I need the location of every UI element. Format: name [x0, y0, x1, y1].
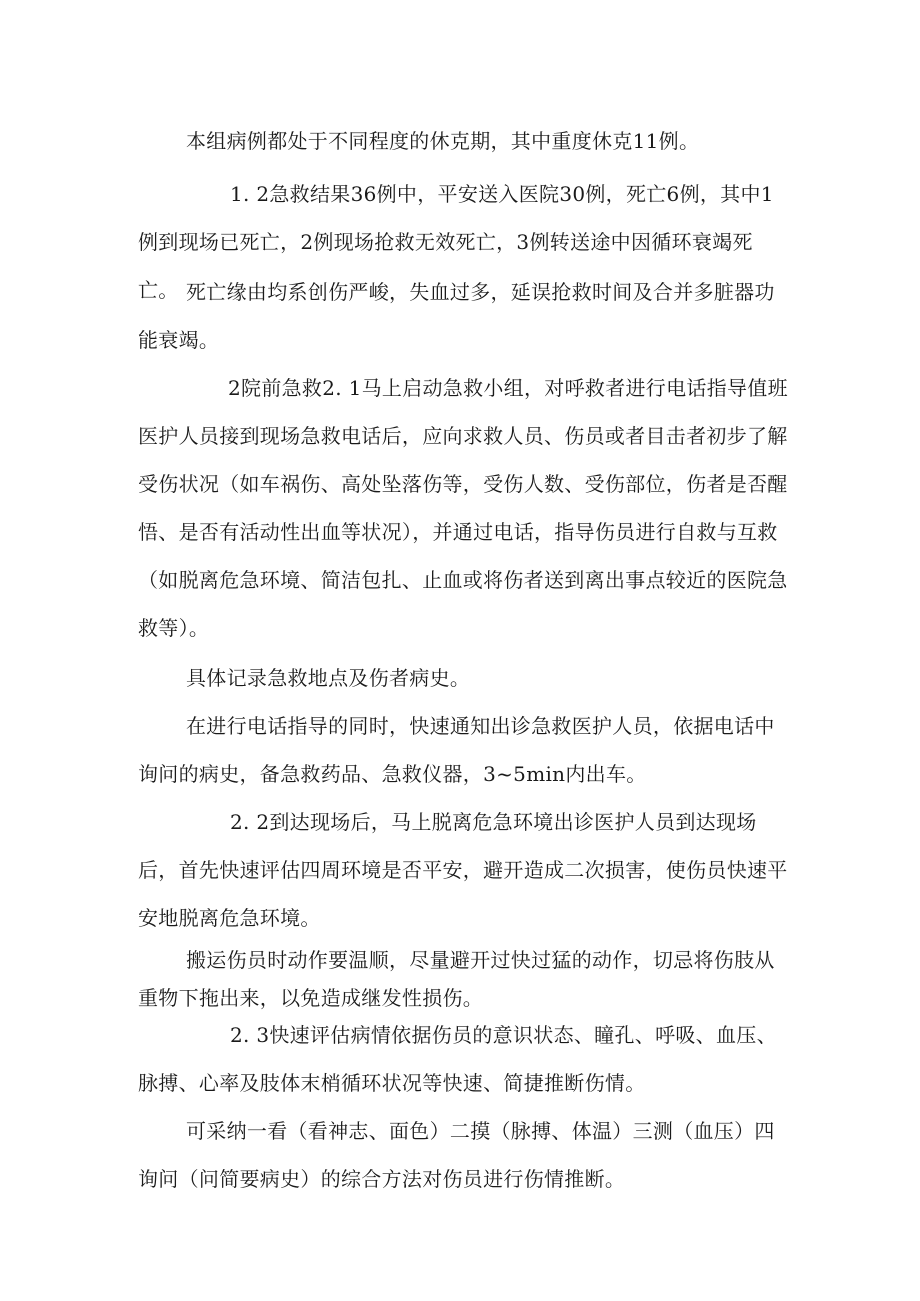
paragraph-transport: 搬运伤员时动作要温顺，尽量避开过快过猛的动作，切忌将伤肢从重物下拖出来，以免造成继发性损伤。 — [138, 948, 775, 1010]
paragraph-death-causes: 死亡缘由均系创伤严峻，失血过多，延误抢救时间及合并多脏器功能衰竭。 — [138, 280, 775, 352]
paragraph-assessment: 2. 3快速评估病情依据伤员的意识状态、瞳孔、呼吸、血压、脉搏、心率及肢体末梢循环状况等快速、简捷推断伤情。 — [138, 1023, 777, 1095]
paragraph-shock-cases: 本组病例都处于不同程度的休克期，其中重度休克11例。 — [186, 129, 700, 153]
paragraph-rescue-results: 1. 2急救结果36例中，平安送入医院30例，死亡6例，其中1例到现场已死亡，2例现场抢救无效死亡，3例转送途中因循环衰竭死亡。 — [138, 182, 774, 302]
paragraph-assessment-method: 可采纳一看（看神志、面色）二摸（脉搏、体温）三测（血压）四询问（问简要病史）的综合方法对伤员进行伤情推断。 — [138, 1119, 775, 1191]
paragraph-dispatch: 在进行电话指导的同时，快速通知出诊急救医护人员，依据电话中询问的病史，备急救药品、急救仪器，3~5min内出车。 — [138, 714, 775, 786]
paragraph-record-details: 具体记录急救地点及伤者病史。 — [186, 666, 471, 690]
paragraph-prehospital-care: 2院前急救2. 1马上启动急救小组，对呼救者进行电话指导值班医护人员接到现场急救电话后，应向求救人员、伤员或者目击者初步了解受伤状况（如车祸伤、高处坠落伤等，受伤人数、受伤部位，伤者是否醒悟、是否有活动性出血等状况），并通过电话，指导伤员进行自救与互救（如脱离危急环境、简洁包扎、止血或将伤者送到离出事点较近的医院急救等）。 — [138, 376, 788, 640]
paragraph-arrival-scene: 2. 2到达现场后，马上脱离危急环境出诊医护人员到达现场后，首先快速评估四周环境是否平安，避开造成二次损害，使伤员快速平安地脱离危急环境。 — [138, 810, 788, 930]
